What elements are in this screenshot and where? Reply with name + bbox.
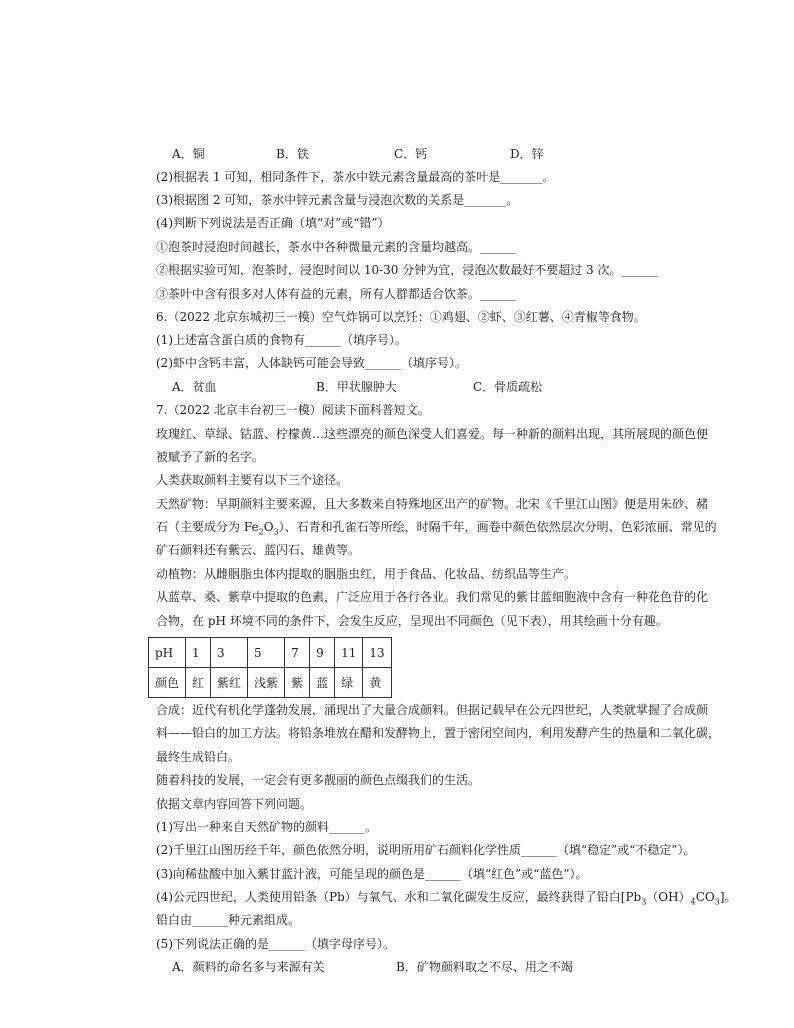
paragraph-line: 动植物：从雌胭脂虫体内提取的胭脂虫红，用于食品、化妆品、纺织品等生产。 (156, 567, 577, 581)
paragraph-line: 最终生成铅白。 (156, 750, 241, 764)
table-cell: 紫 (285, 668, 310, 698)
paragraph-line: 料——铅白的加工方法。将铅条堆放在醋和发酵物上，置于密闭空间内，利用发酵产生的热量和二氧化碳， (156, 726, 721, 740)
ph-color-table (148, 637, 392, 698)
question-line: (2)千里江山图历经千年，颜色依然分明，说明所用矿石颜料化学性质______（填“稳定”或“不稳定”）。 (156, 843, 696, 857)
question-line: (5)下列说法正确的是______（填字母序号）。 (156, 937, 395, 951)
option-c: C．骨质疏松 (473, 380, 543, 394)
paragraph-line: 从蓝草、桑、紫草中提取的色素，广泛应用于各行各业。我们常见的紫甘蓝细胞液中含有一种花色苷的化 (156, 590, 709, 604)
table-cell: 黄 (363, 668, 391, 698)
statement-line: ②根据实验可知，泡茶时，浸泡时间以 10-30 分钟为宜，浸泡次数最好不要超过 3 次。______ (156, 263, 658, 277)
table-cell: 5 (248, 638, 285, 668)
paragraph-line: 随着科技的发展，一定会有更多靓丽的颜色点缀我们的生活。 (156, 773, 481, 787)
question-line: (2)虾中含钙丰富，人体缺钙可能会导致______（填序号）。 (156, 356, 468, 370)
paragraph-line: 人类获取颜料主要有以下三个途径。 (156, 473, 349, 487)
paragraph-line: 天然矿物：早期颜料主要来源，且大多数来自特殊地区出产的矿物。北宋《千里江山图》便是用朱砂、赭 (156, 497, 709, 511)
table-cell: 蓝 (310, 668, 335, 698)
question-line: (2)根据表 1 可知，相同条件下，茶水中铁元素含量最高的茶叶是_______。 (156, 170, 555, 184)
question-line: 铅白由______种元素组成。 (156, 913, 301, 927)
question-title: 7.（2022 北京丰台初三一模）阅读下面科普短文。 (156, 403, 430, 417)
paragraph-line: 玫瑰红、草绿、钴蓝、柠檬黄…这些漂亮的颜色深受人们喜爱。每一种新的颜料出现，其所展现的颜色便 (156, 427, 709, 441)
option-d: D．锌 (510, 147, 544, 161)
paragraph-line: 矿石颜料还有紫云、蓝闪石、雄黄等。 (156, 543, 361, 557)
question-line: (3)向稀盐酸中加入紫甘蓝汁液，可能呈现的颜色是______（填“红色”或“蓝色”）。 (156, 867, 588, 881)
table-cell: 3 (211, 638, 248, 668)
paragraph-line: 被赋予了新的名字。 (156, 450, 265, 464)
option-b: B．甲状腺肿大 (316, 380, 397, 394)
option-b: B．铁 (276, 147, 309, 161)
table-row (149, 668, 392, 698)
table-cell: pH (149, 638, 186, 668)
table-cell: 颜色 (149, 668, 186, 698)
paragraph-line: 依据文章内容回答下列问题。 (156, 797, 313, 811)
table-cell: 浅紫 (248, 668, 285, 698)
option-b: B．矿物颜料取之不尽、用之不竭 (396, 960, 573, 974)
option-a: A．铜 (172, 147, 205, 161)
table-row (149, 638, 392, 668)
table-cell: 7 (285, 638, 310, 668)
option-c: C．钙 (394, 147, 428, 161)
question-line: (1)写出一种来自天然矿物的颜料______。 (156, 820, 377, 834)
table-cell: 紫红 (211, 668, 248, 698)
statement-line: ③茶叶中含有很多对人体有益的元素，所有人群都适合饮茶。______ (156, 287, 517, 301)
paragraph-line: 石（主要成分为 $Fe_2O_3$）、石青和孔雀石等所绘，时隔千年，画卷中颜色依然层次分明、色彩浓丽、常见的 (156, 520, 717, 537)
question-line: (1)上述富含蛋白质的食物有______（填序号）。 (156, 333, 407, 347)
table-cell: 11 (335, 638, 363, 668)
table-cell: 9 (310, 638, 335, 668)
question-title: 6.（2022 北京东城初三一模）空气炸锅可以烹饪：①鸡翅、②虾、③红薯、④青椒等食物。 (156, 310, 646, 324)
option-a: A．贫血 (172, 380, 217, 394)
table-cell: 1 (186, 638, 211, 668)
question-line: (3)根据图 2 可知，茶水中锌元素含量与浸泡次数的关系是_______。 (156, 193, 519, 207)
table-cell: 红 (186, 668, 211, 698)
option-a: A．颜料的命名多与来源有关 (172, 960, 325, 974)
paragraph-line: 合成：近代有机化学蓬勃发展，涌现出了大量合成颜料。但据记载早在公元四世纪，人类就掌握了合成颜 (156, 703, 709, 717)
table-cell: 绿 (335, 668, 363, 698)
paragraph-line: 合物，在 pH 环境不同的条件下，会发生反应，呈现出不同颜色（见下表），用其绘画十分有趣。 (156, 614, 668, 628)
question-line: (4)公元四世纪，人类使用铅条（Pb）与氧气、水和二氧化碳发生反应，最终获得了铅白$[Pb_3(OH)_4CO_3]$。 (156, 890, 737, 907)
table-cell: 13 (363, 638, 391, 668)
question-line: (4)判断下列说法是否正确（填“对”或“错”） (156, 216, 390, 230)
statement-line: ①泡茶时浸泡时间越长，茶水中各种微量元素的含量均越高。______ (156, 240, 517, 254)
